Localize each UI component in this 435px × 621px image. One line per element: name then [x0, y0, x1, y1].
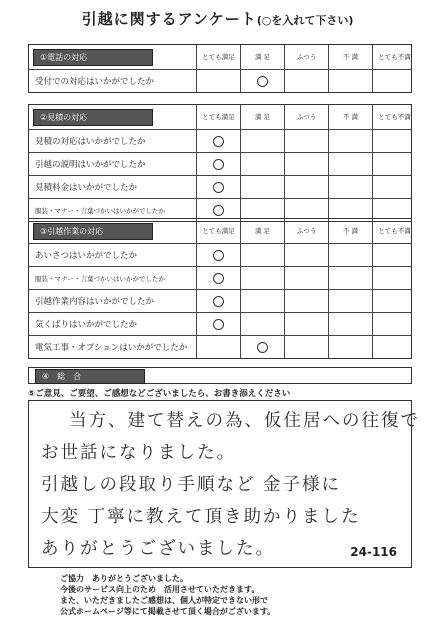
rating-cell[interactable] [241, 130, 285, 152]
rating-cell[interactable] [329, 336, 373, 358]
selected-circle-mark [213, 273, 224, 284]
rating-cell[interactable] [197, 313, 241, 335]
rating-column-header: ふつう [285, 105, 329, 129]
question-row [29, 153, 411, 176]
section-heading: ①電話の対応 [33, 49, 153, 66]
question-label: 見積料金はいかがでしたか [29, 176, 197, 198]
selected-circle-mark [257, 76, 268, 87]
comment-line: お世話になりました。 [41, 443, 236, 463]
rating-column-header: とても満足 [197, 219, 241, 243]
survey-section [28, 44, 412, 93]
survey-section [28, 218, 412, 359]
section-header [29, 105, 411, 130]
rating-cell[interactable] [285, 336, 329, 358]
rating-cell[interactable] [197, 336, 241, 358]
section-heading: ③引越作業の対応 [33, 223, 153, 240]
rating-cell[interactable] [329, 244, 373, 266]
question-row [29, 336, 411, 358]
comment-line: 引越しの段取り手順など 金子様に [41, 475, 342, 495]
rating-cell[interactable] [285, 130, 329, 152]
rating-cell[interactable] [329, 267, 373, 289]
rating-column-header: とても満足 [197, 105, 241, 129]
rating-cell[interactable] [241, 244, 285, 266]
rating-cell[interactable] [329, 176, 373, 198]
rating-cell[interactable] [285, 267, 329, 289]
question-label: 受付での対応はいかがでしたか [29, 70, 197, 92]
question-label: あいさつはいかがでしたか [29, 244, 197, 266]
question-row [29, 244, 411, 267]
title-main: 引越に関するアンケート [81, 10, 257, 28]
rating-cell[interactable] [285, 290, 329, 312]
rating-column-header: 不 満 [329, 45, 373, 69]
rating-cell[interactable] [241, 267, 285, 289]
rating-cell[interactable] [329, 70, 373, 92]
rating-cell[interactable] [329, 290, 373, 312]
question-row [29, 267, 411, 290]
rating-cell[interactable] [197, 130, 241, 152]
rating-cell[interactable] [329, 153, 373, 175]
rating-cell[interactable] [373, 290, 416, 312]
reference-number: 24-116 [350, 545, 397, 559]
question-row [29, 176, 411, 199]
rating-cell[interactable] [373, 130, 416, 152]
rating-column-header: 満 足 [241, 219, 285, 243]
question-row [29, 290, 411, 313]
question-label: 気くばりはいかがでしたか [29, 313, 197, 335]
rating-cell[interactable] [285, 176, 329, 198]
rating-cell[interactable] [285, 244, 329, 266]
thanks-line: 今後のサービス向上のため 活用させていただきます。 [60, 585, 260, 594]
question-label: 服装・マナー・言葉づかいはいかがでしたか [29, 267, 197, 289]
selected-circle-mark [213, 296, 224, 307]
section-header [29, 219, 411, 244]
comment-line: ありがとうございました。 [41, 539, 275, 559]
selected-circle-mark [213, 136, 224, 147]
thanks-line: ご協力 ありがとうございました。 [60, 574, 188, 583]
question-row [29, 130, 411, 153]
comment-box [28, 400, 420, 568]
rating-cell[interactable] [241, 70, 285, 92]
rating-cell[interactable] [197, 153, 241, 175]
rating-column-header: とても不満 [378, 113, 411, 121]
rating-cell[interactable] [197, 176, 241, 198]
selected-circle-mark [213, 250, 224, 261]
rating-cell[interactable] [241, 176, 285, 198]
question-label: 服装・マナー・言葉づかいはいかがでしたか [29, 199, 197, 221]
section-overall-heading: ④ 総 合 [35, 369, 145, 384]
rating-cell[interactable] [241, 336, 285, 358]
question-label: 引越作業内容はいかがでしたか [29, 290, 197, 312]
section-heading-cell [29, 105, 197, 129]
section-heading-cell [29, 219, 197, 243]
thanks-line: 公式ホームページ等にて掲載させて頂く場合がございます。 [60, 607, 276, 616]
thanks-line: また、いただきましたご感想は、個人が特定できない形で [60, 596, 268, 605]
rating-column-header: 満 足 [241, 45, 285, 69]
rating-cell[interactable] [373, 244, 416, 266]
selected-circle-mark [213, 182, 224, 193]
question-row [29, 70, 411, 92]
comment-prompt: ⑤ご意見、ご要望、ご感想などございましたら、お書き添えください [28, 389, 291, 399]
selected-circle-mark [213, 319, 224, 330]
selected-circle-mark [257, 342, 268, 353]
rating-cell[interactable] [373, 153, 416, 175]
question-label: 引越の説明はいかがでしたか [29, 153, 197, 175]
rating-column-header: とても満足 [197, 45, 241, 69]
rating-cell[interactable] [373, 267, 416, 289]
rating-cell[interactable] [197, 70, 241, 92]
question-label: 見積の対応はいかがでしたか [29, 130, 197, 152]
comment-line: 当方、建て替えの為、仮住居への往復で [69, 411, 420, 431]
rating-cell[interactable] [373, 336, 416, 358]
section-header [29, 45, 411, 70]
comment-line: 大変 丁寧に教えて頂き助かりました [41, 507, 361, 527]
rating-cell[interactable] [241, 153, 285, 175]
rating-column-header: 不 満 [329, 219, 373, 243]
rating-cell[interactable] [373, 70, 416, 92]
rating-cell[interactable] [285, 153, 329, 175]
rating-cell[interactable] [197, 290, 241, 312]
rating-column-header: とても不満 [378, 227, 411, 235]
rating-cell[interactable] [373, 176, 416, 198]
rating-cell[interactable] [285, 70, 329, 92]
rating-column-header: ふつう [285, 219, 329, 243]
rating-cell[interactable] [285, 313, 329, 335]
survey-section [28, 104, 412, 222]
rating-cell[interactable] [329, 313, 373, 335]
survey-title [0, 8, 435, 29]
rating-cell[interactable] [197, 244, 241, 266]
section-heading-cell [29, 45, 197, 69]
rating-cell[interactable] [197, 267, 241, 289]
question-row [29, 313, 411, 336]
section-heading: ②見積の対応 [33, 109, 153, 126]
question-label: 電気工事・オプションはいかがでしたか [29, 336, 197, 358]
selected-circle-mark [213, 205, 224, 216]
rating-cell[interactable] [241, 313, 285, 335]
rating-cell[interactable] [329, 130, 373, 152]
rating-column-header: とても不満 [378, 53, 411, 61]
rating-cell[interactable] [373, 313, 416, 335]
title-instruction: (○を入れて下さい) [256, 14, 354, 27]
section-overall [28, 367, 412, 384]
rating-column-header: 不 満 [329, 105, 373, 129]
rating-column-header: ふつう [285, 45, 329, 69]
rating-cell[interactable] [241, 290, 285, 312]
selected-circle-mark [213, 159, 224, 170]
rating-column-header: 満 足 [241, 105, 285, 129]
